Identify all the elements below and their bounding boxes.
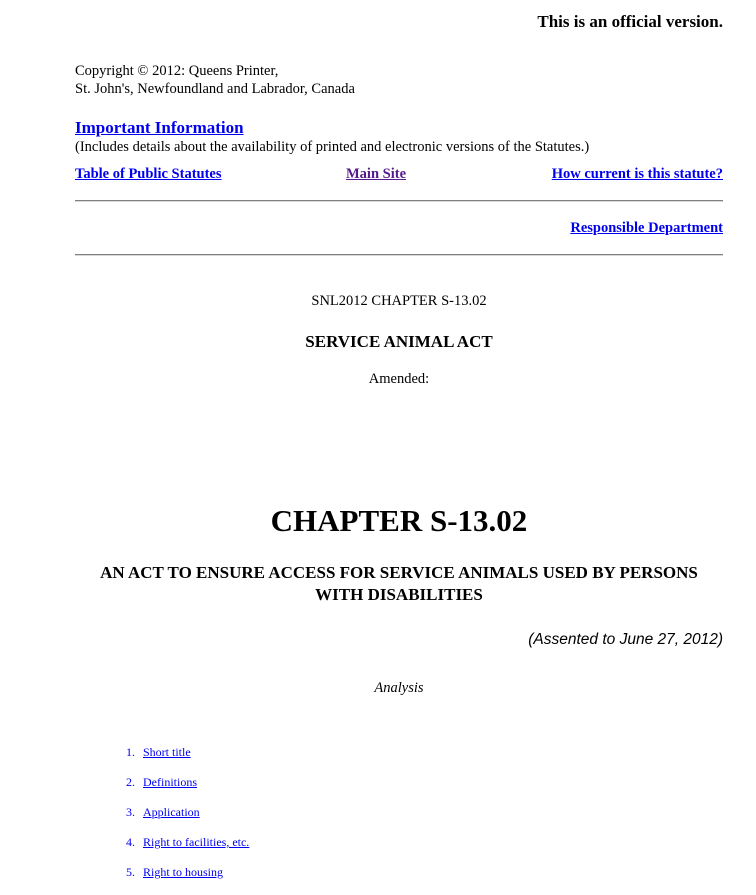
- publisher-location: St. John's, Newfoundland and Labrador, Canada: [75, 81, 355, 97]
- list-item: [126, 745, 249, 775]
- section-link-short-title[interactable]: 1. Short title: [126, 745, 191, 759]
- section-link-right-to-housing[interactable]: 5. Right to housing: [126, 865, 224, 879]
- important-information-link[interactable]: Important Information: [75, 118, 244, 137]
- amended-label: Amended:: [368, 371, 430, 387]
- section-link-right-to-facilities[interactable]: 4. Right to facilities, etc.: [126, 835, 250, 849]
- responsible-department-link[interactable]: Responsible Department: [570, 220, 723, 236]
- list-item: [126, 775, 249, 805]
- chapter-heading: CHAPTER S-13.02: [270, 503, 528, 538]
- divider: [75, 254, 723, 256]
- main-site-link[interactable]: Main Site: [346, 166, 407, 182]
- section-list: [126, 745, 249, 895]
- copyright-line: Copyright © 2012: Queens Printer,: [75, 63, 279, 79]
- important-information-note: (Includes details about the availability of printed and electronic versions of the Statutes.): [75, 139, 590, 155]
- section-link-definitions[interactable]: 2. Definitions: [126, 775, 197, 789]
- act-title: SERVICE ANIMAL ACT: [305, 332, 493, 351]
- navigation-row: [75, 166, 723, 186]
- copyright-block: [75, 62, 355, 98]
- assent-date: (Assented to June 27, 2012): [528, 631, 723, 648]
- list-item: [126, 835, 249, 865]
- responsible-department-wrapper: [570, 220, 723, 237]
- how-current-link[interactable]: How current is this statute?: [551, 166, 723, 182]
- statute-citation: SNL2012 CHAPTER S-13.02: [311, 293, 487, 309]
- list-item: [126, 805, 249, 835]
- official-version-notice: This is an official version.: [537, 12, 723, 31]
- divider: [75, 200, 723, 202]
- section-link-application[interactable]: 3. Application: [126, 805, 200, 819]
- table-of-public-statutes-link[interactable]: Table of Public Statutes: [75, 166, 222, 182]
- analysis-heading: Analysis: [374, 680, 424, 696]
- act-long-title: AN ACT TO ENSURE ACCESS FOR SERVICE ANIMALS USED BY PERSONS WITH DISABILITIES: [100, 563, 698, 604]
